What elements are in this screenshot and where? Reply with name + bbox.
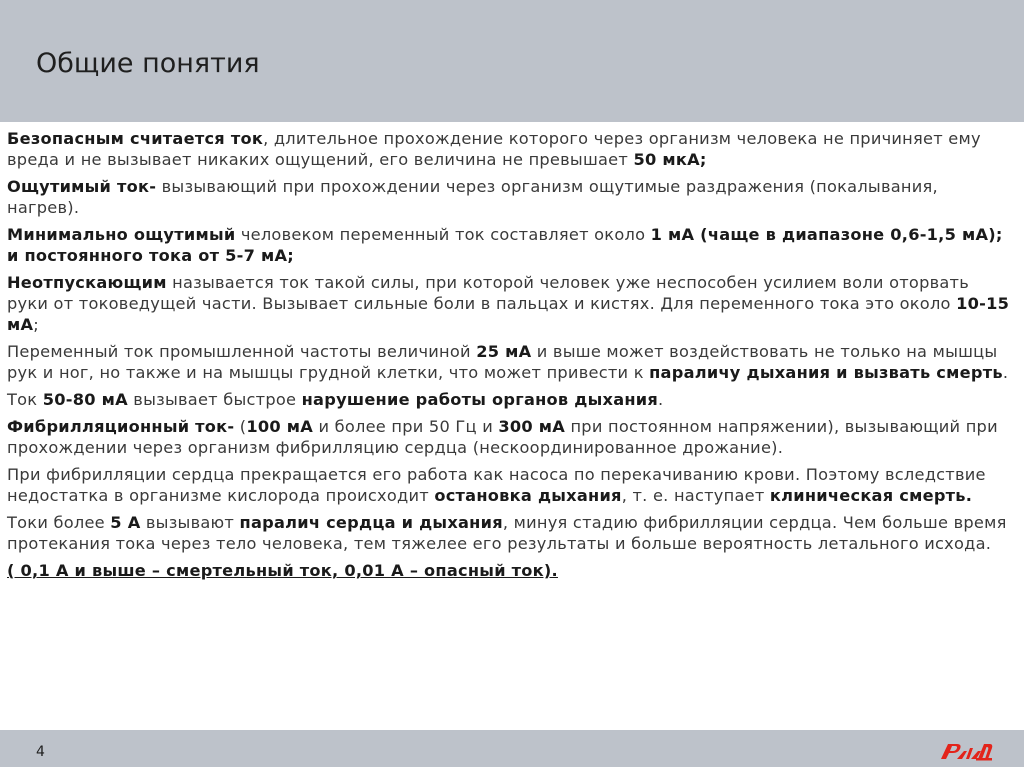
bold-text-run: Ощутимый ток- [7, 177, 157, 196]
text-run: ( [234, 417, 247, 436]
bold-text-run: Безопасным считается ток [7, 129, 264, 148]
paragraph [7, 128, 1014, 170]
paragraph [7, 341, 1014, 383]
bold-text-run: 1 мА (чаще в диапазоне 0,6-1,5 мА); и постоянного тока от 5-7 мА; [7, 225, 1003, 265]
text-run: вызывающий при прохождении через организм ощутимые раздражения (покалывания, нагрев). [7, 177, 938, 217]
slide-content [0, 122, 1024, 730]
bold-text-run: 5 А [110, 513, 141, 532]
text-run: , длительное прохождение которого через организм человека не причиняет ему вреда и не вызывает никаких ощущений, его величина не превышает [7, 129, 981, 169]
bold-text-run: Минимально ощутимый [7, 225, 236, 244]
text-run: и более при 50 Гц и [313, 417, 499, 436]
rzd-logo-icon [938, 739, 994, 763]
paragraph [7, 560, 1014, 581]
bold-text-run: 100 мА [246, 417, 314, 436]
text-run: Переменный ток промышленной частоты величиной [7, 342, 477, 361]
bold-text-run: ( 0,1 А и выше – смертельный ток, 0,01 А – опасный ток). [7, 561, 558, 580]
text-run: вызывают [140, 513, 240, 532]
text-run: при постоянном напряжении), вызывающий при прохождении через организм фибрилляцию сердца (нескоординированное дрожание). [7, 417, 998, 457]
paragraph [7, 176, 1014, 218]
bold-text-run: 10-15 мА [7, 294, 1010, 334]
text-run: и выше может воздействовать не только на мышцы рук и ног, но также и на мышцы грудной клетки, что может привести к [7, 342, 998, 382]
text-run: , минуя стадию фибрилляции сердца. Чем больше время протекания тока через тело человека, тем тяжелее его результаты и больше вероятность летального исхода. [7, 513, 1007, 553]
bold-text-run: 50 мкА; [633, 150, 707, 169]
paragraph [7, 389, 1014, 410]
bold-text-run: остановка дыхания [434, 486, 622, 505]
bold-text-run: Фибрилляционный ток- [7, 417, 235, 436]
paragraph [7, 224, 1014, 266]
bold-text-run: Неотпускающим [7, 273, 167, 292]
paragraph [7, 272, 1014, 335]
text-run: Ток [7, 390, 43, 409]
text-run: Токи более [7, 513, 111, 532]
paragraph [7, 512, 1014, 554]
slide-header [0, 0, 1024, 122]
slide-title: Общие понятия [36, 48, 260, 79]
text-run: ; [33, 315, 39, 334]
text-run: . [658, 390, 664, 409]
text-run: человеком переменный ток составляет около [235, 225, 651, 244]
text-run: . [1002, 363, 1009, 382]
text-run: , т. е. наступает [621, 486, 770, 505]
paragraph [7, 464, 1014, 506]
text-run: При фибрилляции сердца прекращается его работа как насоса по перекачиванию крови. Поэтому вследствие недостатка в организме кислорода происходит [7, 465, 986, 505]
slide-footer [0, 730, 1024, 767]
text-run: вызывает быстрое [127, 390, 302, 409]
paragraph [7, 416, 1014, 458]
bold-text-run: клиническая смерть. [769, 486, 973, 505]
bold-text-run: параличу дыхания и вызвать смерть [649, 363, 1003, 382]
text-run: называется ток такой силы, при которой человек уже неспособен усилием воли оторвать руки от токоведущей части. Вызывает сильные боли в пальцах и кистях. Для переменного тока это около [7, 273, 970, 313]
bold-text-run: 25 мА [476, 342, 532, 361]
bold-text-run: паралич сердца и дыхания [239, 513, 503, 532]
bold-text-run: 50-80 мА [42, 390, 128, 409]
page-number: 4 [36, 744, 45, 760]
bold-text-run: 300 мА [498, 417, 566, 436]
bold-text-run: нарушение работы органов дыхания [301, 390, 659, 409]
